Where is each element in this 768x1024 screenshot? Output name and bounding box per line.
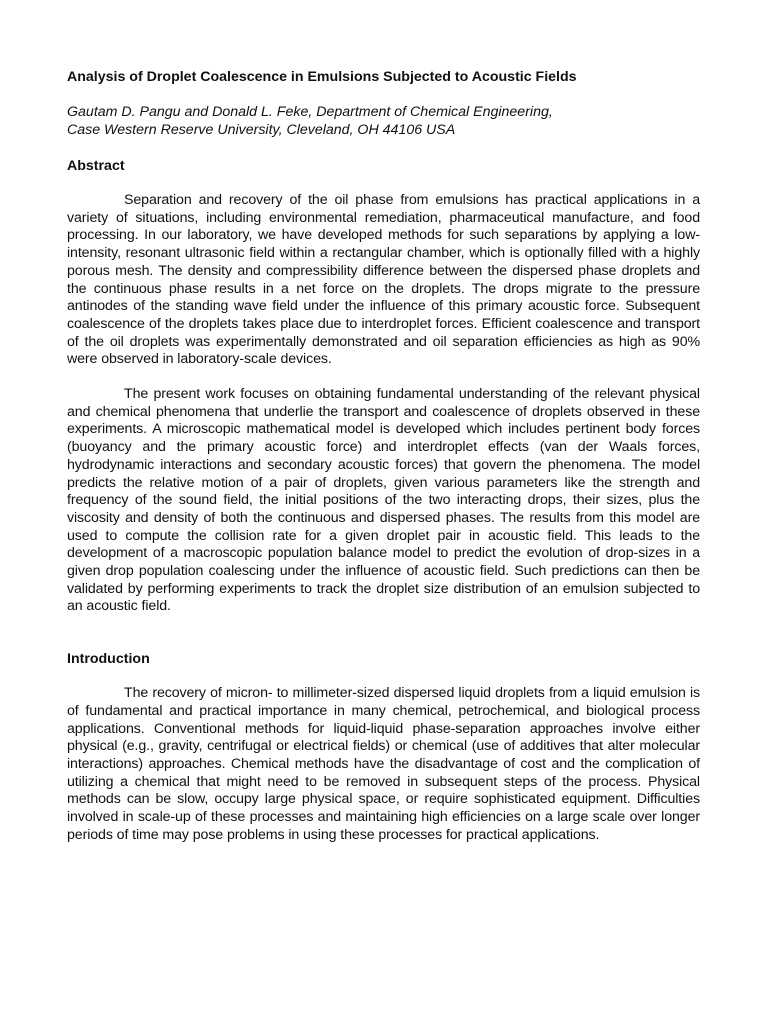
paper-title: Analysis of Droplet Coalescence in Emulsions Subjected to Acoustic Fields <box>67 69 577 85</box>
author-affiliation <box>67 103 700 139</box>
author-line-2: Case Western Reserve University, Cleveland, OH 44106 USA <box>67 122 456 138</box>
abstract-paragraph-1: Separation and recovery of the oil phase from emulsions has practical applications in a variety of situations, including environmental remediation, pharmaceutical manufacture, and food processing. In our laboratory, we have developed methods for such separations by applying a low-intensity, resonant ultrasonic field within a rectangular chamber, which is optionally filled with a highly porous mesh. The density and compressibility difference between the dispersed phase droplets and the continuous phase results in a net force on the droplets. The drops migrate to the pressure antinodes of the standing wave field under the influence of this primary acoustic force. Subsequent coalescence of the droplets takes place due to interdroplet forces. Efficient coalescence and transport of the oil droplets was experimentally demonstrated and oil separation efficiencies as high as 90% were observed in laboratory-scale devices. <box>67 192 700 368</box>
author-line-1: Gautam D. Pangu and Donald L. Feke, Department of Chemical Engineering, <box>67 104 553 120</box>
abstract-heading: Abstract <box>67 158 125 174</box>
paper-page <box>67 68 700 845</box>
introduction-paragraph-1: The recovery of micron- to millimeter-sized dispersed liquid droplets from a liquid emulsion is of fundamental and practical importance in many chemical, petrochemical, and biological process applications. Conventional methods for liquid-liquid phase-separation approaches involve either physical (e.g., gravity, centrifugal or electrical fields) or chemical (use of additives that alter molecular interactions) approaches. Chemical methods have the disadvantage of cost and the complication of utilizing a chemical that might need to be removed in subsequent steps of the process. Physical methods can be slow, occupy large physical space, or require sophisticated equipment. Difficulties involved in scale-up of these processes and maintaining high efficiencies on a large scale over longer periods of time may pose problems in using these processes for practical applications. <box>67 685 700 843</box>
abstract-paragraph-2: The present work focuses on obtaining fundamental understanding of the relevant physical and chemical phenomena that underlie the transport and coalescence of droplets observed in these experiments. A microscopic mathematical model is developed which includes pertinent body forces (buoyancy and the primary acoustic force) and interdroplet effects (van der Waals forces, hydrodynamic interactions and secondary acoustic forces) that govern the phenomena. The model predicts the relative motion of a pair of droplets, given various parameters like the strength and frequency of the sound field, the initial positions of the two interacting drops, their sizes, plus the viscosity and density of both the continuous and dispersed phases. The results from this model are used to compute the collision rate for a given droplet pair in acoustic field. This leads to the development of a macroscopic population balance model to predict the evolution of drop-sizes in a given drop population coalescing under the influence of acoustic field. Such predictions can then be validated by performing experiments to track the droplet size distribution of an emulsion subjected to an acoustic field. <box>67 386 700 615</box>
introduction-heading: Introduction <box>67 651 150 668</box>
